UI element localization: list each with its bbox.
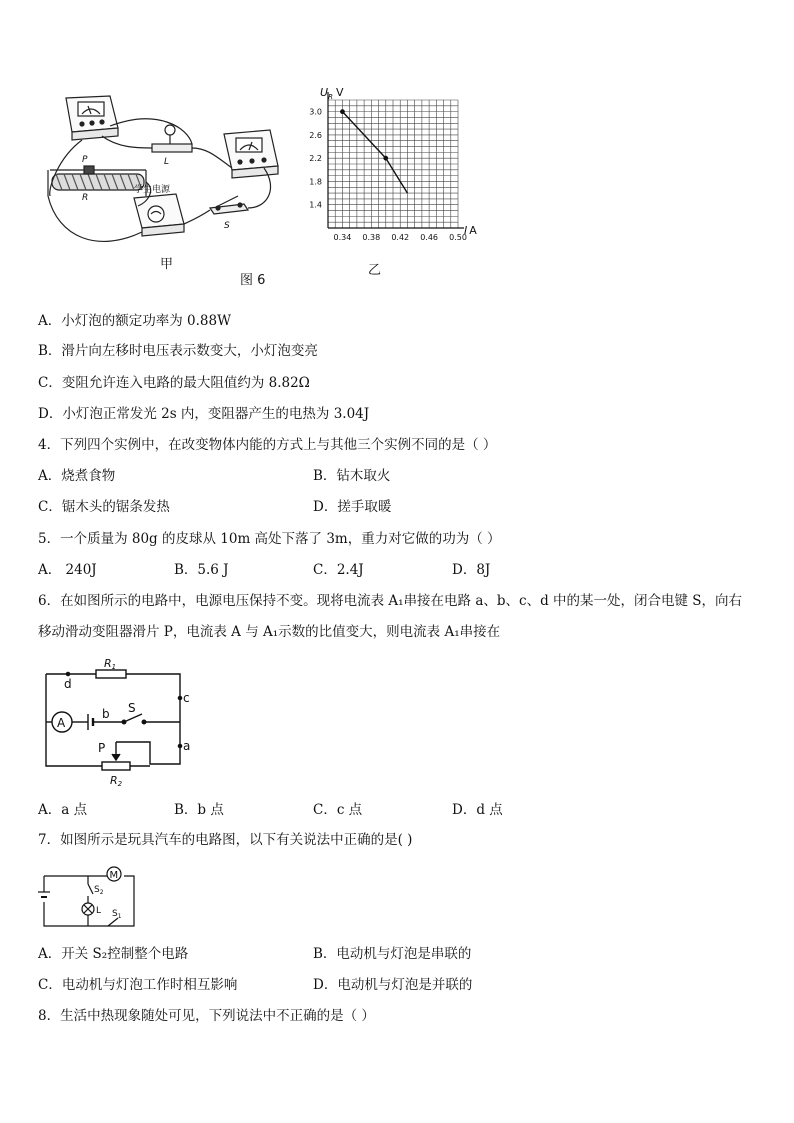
q3-option-d: D．小灯泡正常发光 2s 内，变阻器产生的电热为 3.04J bbox=[38, 406, 370, 422]
sub-caption-b: 乙 bbox=[368, 263, 382, 278]
y-tick-label: 2.2 bbox=[309, 154, 322, 164]
wire bbox=[48, 196, 142, 241]
label-r2: R2 bbox=[110, 774, 123, 788]
q3-option-b: B．滑片向左移时电压表示数变大，小灯泡变亮 bbox=[38, 343, 318, 359]
q4-option-b: B．钻木取火 bbox=[313, 468, 391, 484]
q6-option-c: C．c 点 bbox=[313, 802, 363, 818]
x-tick-label: 0.38 bbox=[362, 233, 381, 242]
x-tick-label: 0.46 bbox=[420, 233, 439, 242]
point-b: b bbox=[102, 707, 110, 721]
q6-circuit-diagram bbox=[38, 658, 198, 790]
label-s2: $S_2$ bbox=[94, 885, 104, 896]
ammeter-label: A bbox=[57, 716, 66, 730]
q6-option-d: D．d 点 bbox=[452, 802, 503, 818]
voltmeter-icon bbox=[66, 96, 118, 140]
y-tick-label: 2.6 bbox=[309, 130, 322, 140]
point-a: a bbox=[183, 739, 191, 753]
q7-circuit-diagram bbox=[38, 862, 142, 934]
label-s: S bbox=[128, 701, 136, 715]
switch-s1-blade bbox=[108, 918, 118, 926]
resistor-r1 bbox=[96, 670, 126, 678]
q5-option-a: A． 240J bbox=[38, 562, 97, 578]
label-R: R bbox=[82, 193, 89, 203]
q6-stem-line1: 6．在如图所示的电路中，电源电压保持不变。现将电流表 A₁串接在电路 a、b、c、d 中的某一处，闭合电键 S，向右 bbox=[38, 593, 743, 609]
label-r1: R1 bbox=[104, 658, 117, 671]
q7-option-b: B．电动机与灯泡是串联的 bbox=[313, 946, 472, 962]
y-axis-label: $U_R$ V bbox=[320, 86, 344, 101]
data-point bbox=[383, 156, 388, 161]
rheostat-icon bbox=[48, 166, 146, 196]
q7-option-c: C．电动机与灯泡工作时相互影响 bbox=[38, 977, 238, 993]
q4-stem: 4．下列四个实例中，在改变物体内能的方式上与其他三个实例不同的是（ ） bbox=[38, 437, 497, 453]
motor-label: M bbox=[109, 870, 119, 881]
graph-grid bbox=[328, 100, 458, 228]
wire bbox=[184, 210, 210, 224]
q4-option-c: C．锯木头的锯条发热 bbox=[38, 499, 170, 515]
x-axis-label: I A bbox=[464, 224, 477, 237]
point-c: c bbox=[183, 691, 190, 705]
figure-6 bbox=[38, 78, 498, 292]
apparatus-illustration bbox=[48, 96, 278, 241]
q4-option-a: A．烧煮食物 bbox=[38, 468, 116, 484]
q4-option-d: D．搓手取暖 bbox=[313, 499, 392, 515]
switch-icon bbox=[210, 196, 248, 214]
point-d: d bbox=[64, 677, 72, 691]
switch-s2-blade bbox=[88, 884, 93, 894]
q7-option-a: A．开关 S₂控制整个电路 bbox=[38, 946, 189, 962]
q5-option-c: C．2.4J bbox=[313, 562, 364, 578]
label-S: S bbox=[224, 221, 230, 231]
label-L: L bbox=[164, 157, 170, 167]
slider-arrow bbox=[112, 754, 120, 760]
q6-stem-line2: 移动滑动变阻器滑片 P，电流表 A 与 A₁示数的比值变大，则电流表 A₁串接在 bbox=[38, 624, 501, 640]
label-l: L bbox=[96, 906, 102, 916]
label-P: P bbox=[82, 155, 88, 165]
y-tick-label: 3.0 bbox=[309, 107, 322, 117]
power-supply-icon bbox=[134, 194, 184, 236]
switch-s-blade bbox=[124, 714, 142, 722]
ui-graph bbox=[309, 92, 467, 242]
y-tick-label: 1.4 bbox=[309, 200, 322, 210]
figure-caption: 图 6 bbox=[240, 273, 266, 288]
q6-option-a: A．a 点 bbox=[38, 802, 88, 818]
power-supply-label: 学生电源 bbox=[134, 185, 171, 195]
data-point bbox=[340, 109, 345, 114]
ammeter-icon bbox=[224, 130, 278, 178]
lamp-icon bbox=[152, 125, 192, 152]
wire bbox=[102, 136, 152, 148]
resistor-r2 bbox=[102, 762, 130, 770]
x-tick-label: 0.42 bbox=[391, 233, 410, 242]
label-p: P bbox=[98, 741, 106, 755]
q7-option-d: D．电动机与灯泡是并联的 bbox=[313, 977, 473, 993]
label-s1: $S_1$ bbox=[112, 909, 122, 920]
y-tick-label: 1.8 bbox=[309, 177, 322, 187]
q5-stem: 5．一个质量为 80g 的皮球从 10m 高处下落了 3m，重力对它做的功为（ ） bbox=[38, 531, 501, 547]
q3-option-a: A．小灯泡的额定功率为 0.88W bbox=[38, 313, 231, 329]
q5-option-b: B．5.6 J bbox=[174, 562, 229, 578]
x-tick-label: 0.50 bbox=[449, 233, 467, 242]
sub-caption-a: 甲 bbox=[160, 257, 174, 272]
q5-option-d: D．8J bbox=[452, 562, 491, 578]
wire bbox=[110, 119, 192, 144]
q3-option-c: C．变阻允许连入电路的最大阻值约为 8.82Ω bbox=[38, 375, 310, 391]
q8-stem: 8．生活中热现象随处可见，下列说法中不正确的是（ ） bbox=[38, 1008, 375, 1024]
wire bbox=[192, 148, 232, 168]
x-tick-label: 0.34 bbox=[333, 233, 352, 242]
graph-series bbox=[340, 109, 407, 193]
q6-option-b: B．b 点 bbox=[174, 802, 224, 818]
q7-stem: 7．如图所示是玩具汽车的电路图，以下有关说法中正确的是( ) bbox=[38, 832, 413, 848]
